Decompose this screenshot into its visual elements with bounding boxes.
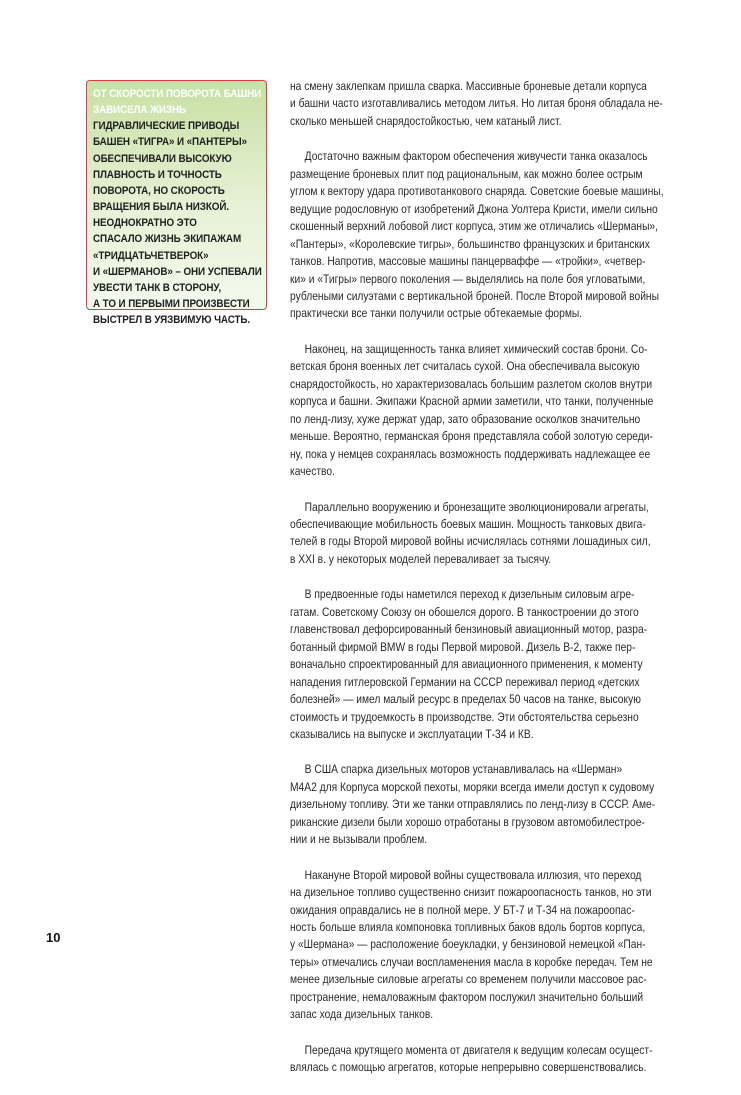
text-line: В США спарка дизельных моторов устанавливалась на «Шерман»: [304, 762, 623, 777]
sidebar-heading-line: ОТ СКОРОСТИ ПОВОРОТА БАШНИ: [93, 88, 262, 100]
text-line: практически все танки получили острые обтекаемые формы.: [290, 306, 583, 321]
text-line: на смену заклепкам пришла сварка. Массивные броневые детали корпуса: [290, 79, 647, 93]
text-line: теры» отмечались случаи воспламенения масла в коробке передач. Тем не: [290, 954, 653, 969]
text-line: ветская броня военных лет считалась сухой. Она обеспечивала высокую: [290, 359, 640, 374]
text-line: рублеными силуэтами с вертикальной броней. После Второй мировой войны: [290, 288, 659, 303]
text-line: танков. Напротив, массовые машины панцерваффе — «тройки», «четвер-: [290, 254, 646, 269]
text-line: корпуса и башни. Экипажи Красной армии заметили, что танки, полученные: [290, 394, 654, 409]
text-line: В предвоенные годы наметился переход к дизельным силовым агре-: [304, 587, 635, 602]
text-line: запас хода дизельных танков.: [290, 1007, 434, 1022]
text-line: обеспечивающие мобильность боевых машин. Мощность танковых двига-: [290, 516, 646, 531]
article-paragraph: [290, 78, 682, 130]
text-line: размещение броневых плит под рациональным, как можно более острым: [290, 166, 643, 181]
text-line: главенствовал дефорсированный бензиновый авиационный мотор, разра-: [290, 622, 648, 637]
text-line: нападения гитлеровской Германии на СССР переживал период «детских: [290, 674, 640, 689]
text-line: по ленд-лизу, хуже держат удар, зато образование осколков значительно: [290, 411, 641, 426]
text-line: Наконец, на защищенность танка влияет химический состав брони. Со-: [304, 341, 648, 356]
sidebar-body: [93, 118, 262, 328]
sidebar-body-line: ПОВОРОТА, НО СКОРОСТЬ: [93, 184, 225, 197]
text-line: ну, пока у немцев сохранялась возможность поддерживать надлежащее ее: [290, 446, 651, 461]
article-paragraph: [290, 499, 682, 569]
text-line: у «Шермана» — расположение боеукладки, у бензиновой немецкой «Пан-: [290, 937, 646, 952]
article-paragraph: [290, 586, 682, 743]
text-line: и башни часто изготавливались методом литья. Но литая броня обладала не-: [290, 96, 663, 111]
text-line: дизельному топливу. Эти же танки отправлялись по ленд-лизу в СССР. Аме-: [290, 797, 656, 812]
text-line: телей в годы Второй мировой войны исчислялась сотнями лошадиных сил,: [290, 534, 651, 549]
sidebar-body-line: И «ШЕРМАНОВ» – ОНИ УСПЕВАЛИ: [93, 265, 262, 278]
text-line: Передача крутящего момента от двигателя к ведущим колесам осущест-: [304, 1042, 653, 1057]
sidebar-body-line: ПЛАВНОСТЬ И ТОЧНОСТЬ: [93, 168, 222, 181]
text-line: снарядостойкость, но характеризовалась большим разлетом сколов внутри: [290, 376, 653, 391]
text-line: меньше. Вероятно, германская броня представляла собой золотую середи-: [290, 429, 653, 444]
article-paragraph: [290, 867, 682, 1024]
text-line: качество.: [290, 464, 335, 479]
text-line: сказывались на выпуске и эксплуатации Т-34 и КВ.: [290, 726, 534, 741]
text-line: ность больше влияла компоновка топливных баков вдоль бортов корпуса,: [290, 920, 646, 935]
sidebar-body-line: ГИДРАВЛИЧЕСКИЕ ПРИВОДЫ: [93, 120, 240, 133]
sidebar-body-line: УВЕСТИ ТАНК В СТОРОНУ,: [93, 281, 221, 294]
text-line: риканские дизели были хорошо отработаны в грузовом автомобилестрое-: [290, 814, 645, 829]
article-paragraph: [290, 761, 682, 848]
text-line: в XXI в. у некоторых моделей переваливает за тысячу.: [290, 551, 552, 566]
text-line: ожидания оправдались не в полной мере. У БТ-7 и Т-34 на пожароопас-: [290, 902, 635, 917]
text-line: «Пантеры», «Королевские тигры», большинство французских и британских: [290, 236, 650, 251]
text-line: ки» и «Тигры» первого поколения — выделялись на поле боя угловатыми,: [290, 271, 646, 286]
sidebar-body-line: ВРАЩЕНИЯ БЫЛА НИЗКОЙ.: [93, 201, 229, 214]
text-line: гатам. Советскому Союзу он обошелся дорого. В танкостроении до этого: [290, 604, 639, 619]
sidebar-callout: [86, 80, 267, 327]
sidebar-heading-line: ЗАВИСЕЛА ЖИЗНЬ: [93, 104, 186, 117]
text-line: скошенный верхний лобовой лист корпуса, этим же отличались «Шерманы»,: [290, 219, 658, 234]
text-line: воначально спроектированный для авиационного применения, к моменту: [290, 657, 643, 672]
page-number: 10: [46, 930, 61, 945]
text-line: Параллельно вооружению и бронезащите эволюционировали агрегаты,: [304, 499, 649, 514]
text-line: ботанный фирмой BMW в годы Первой мировой. Дизель В-2, также пер-: [290, 639, 636, 654]
text-line: стоимость и трудоемкость в производстве. Эти обстоятельства серьезно: [290, 709, 639, 724]
text-line: на дизельное топливо существенно снизит пожароопасность танков, но эти: [290, 885, 652, 900]
sidebar-body-line: А ТО И ПЕРВЫМИ ПРОИЗВЕСТИ: [93, 298, 250, 311]
text-line: болезней» — имел малый ресурс в пределах 50 часов на танке, высокую: [290, 692, 641, 707]
text-line: Достаточно важным фактором обеспечения живучести танка оказалось: [304, 149, 648, 164]
article-paragraph: [290, 148, 682, 323]
text-line: Накануне Второй мировой войны существовала иллюзия, что переход: [304, 867, 642, 882]
text-line: влялась с помощью агрегатов, которые непрерывно совершенствовались.: [290, 1060, 647, 1075]
sidebar-body-line: БАШЕН «ТИГРА» И «ПАНТЕРЫ»: [93, 136, 247, 149]
sidebar-body-line: ВЫСТРЕЛ В УЯЗВИМУЮ ЧАСТЬ.: [93, 314, 251, 327]
sidebar-body-line: ОБЕСПЕЧИВАЛИ ВЫСОКУЮ: [93, 152, 232, 165]
text-line: пространение, немаловажным фактором послужил значительно больший: [290, 989, 644, 1004]
article-paragraph: [290, 1042, 682, 1077]
text-line: углом к вектору удара противотанкового снаряда. Советские боевые машины,: [290, 184, 664, 199]
article-body: [290, 78, 682, 1095]
text-line: менее дизельные силовые агрегаты со временем получили массовое рас-: [290, 972, 647, 987]
text-line: М4А2 для Корпуса морской пехоты, моряки всегда имели доступ к судовому: [290, 779, 655, 794]
sidebar-body-line: «ТРИДЦАТЬЧЕТВЕРОК»: [93, 249, 209, 262]
text-line: сколько меньшей снарядостойкостью, чем катаный лист.: [290, 113, 562, 128]
text-line: нии и не вызывали проблем.: [290, 832, 428, 847]
sidebar-body-line: СПАСАЛО ЖИЗНЬ ЭКИПАЖАМ: [93, 233, 242, 246]
text-line: ведущие родословную от изобретений Джона Уолтера Кристи, имели сильно: [290, 201, 658, 216]
sidebar-heading: [93, 86, 262, 118]
sidebar-body-line: НЕОДНОКРАТНО ЭТО: [93, 217, 197, 230]
article-paragraph: [290, 341, 682, 481]
